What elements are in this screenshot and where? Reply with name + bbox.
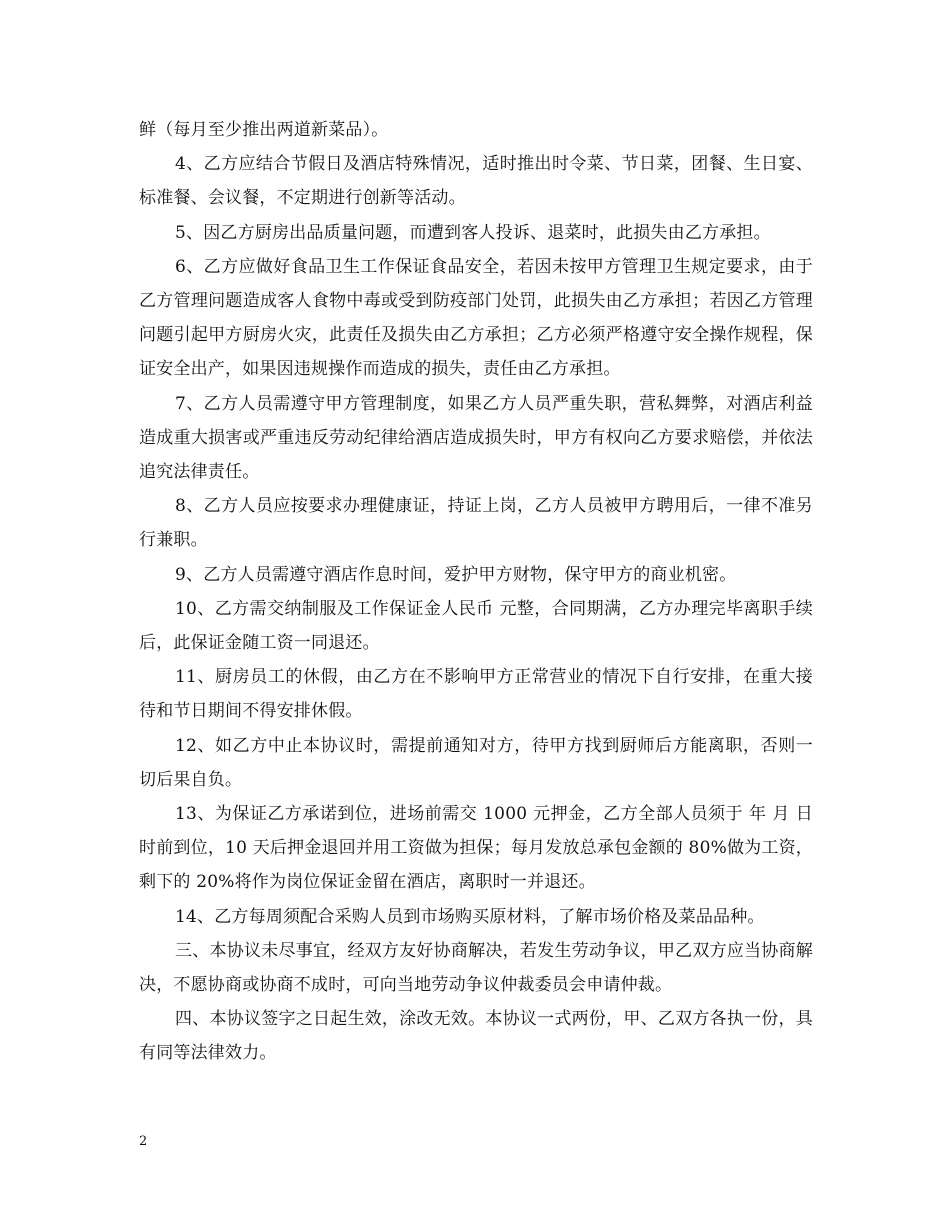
clause-9: 9、乙方人员需遵守酒店作息时间，爱护甲方财物，保守甲方的商业机密。 — [175, 564, 737, 585]
clause-7: 7、乙方人员需遵守甲方管理制度，如果乙方人员严重失职，营私舞弊，对酒店利益造成重大损害或严重违反劳动纪律给酒店造成损失时，甲方有权向乙方要求赔偿，并依法追究法律责任。 — [139, 393, 813, 483]
clause-5: 5、因乙方厨房出品质量问题，而遭到客人投诉、退菜时，此损失由乙方承担。 — [175, 222, 771, 243]
paragraph-continuation: 鲜（每月至少推出两道新菜品）。 — [139, 120, 389, 140]
page-number: 2 — [139, 1134, 148, 1149]
clause-10: 10、乙方需交纳制服及工作保证金人民币 元整，合同期满，乙方办理完毕离职手续后，此保证金随工资一同退还。 — [139, 598, 813, 654]
clause-8: 8、乙方人员应按要求办理健康证，持证上岗，乙方人员被甲方聘用后，一律不准另行兼职。 — [139, 496, 813, 551]
section-3: 三、本协议未尽事宜，经双方友好协商解决，若发生劳动争议，甲乙双方应当协商解决，不愿协商或协商不成时，可向当地劳动争议仲裁委员会申请仲裁。 — [139, 940, 813, 996]
document-body — [139, 113, 813, 1071]
clause-13: 13、为保证乙方承诺到位，进场前需交 1000 元押金，乙方全部人员须于 年 月 日 时前到位，10 天后押金退回并用工资做为担保；每月发放总承包金额的 80%做为工资，剩下的 20%将作为岗位保证金留在酒店，离职时一并退还。 — [139, 804, 813, 893]
clause-11: 11、厨房员工的休假，由乙方在不影响甲方正常营业的情况下自行安排，在重大接待和节日期间不得安排休假。 — [139, 667, 813, 722]
section-4: 四、本协议签字之日起生效，涂改无效。本协议一式两份，甲、乙双方各执一份，具有同等法律效力。 — [139, 1009, 813, 1064]
clause-14: 14、乙方每周须配合采购人员到市场购买原材料，了解市场价格及菜品品种。 — [175, 906, 765, 927]
clause-4: 4、乙方应结合节假日及酒店特殊情况，适时推出时令菜、节日菜，团餐、生日宴、标准餐、会议餐，不定期进行创新等活动。 — [139, 154, 813, 209]
clause-12: 12、如乙方中止本协议时，需提前通知对方，待甲方找到厨师后方能离职，否则一切后果自负。 — [139, 735, 813, 790]
clause-6: 6、乙方应做好食品卫生工作保证食品安全，若因未按甲方管理卫生规定要求，由于乙方管理问题造成客人食物中毒或受到防疫部门处罚，此损失由乙方承担；若因乙方管理问题引起甲方厨房火灾，此责任及损失由乙方承担；乙方必须严格遵守安全操作规程，保证安全出产，如果因违规操作而造成的损失，责任由乙方承担。 — [139, 256, 813, 380]
